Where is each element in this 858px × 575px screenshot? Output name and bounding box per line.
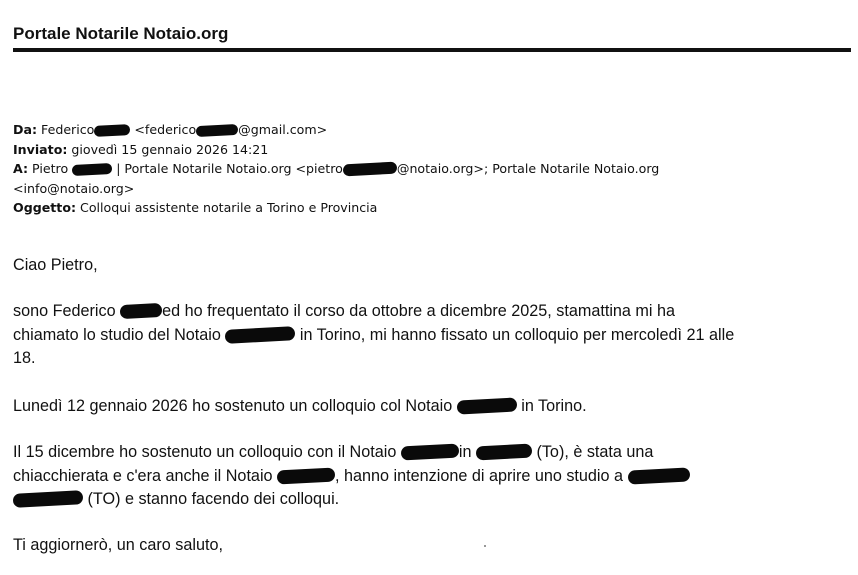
org-title: Portale Notarile Notaio.org	[13, 24, 229, 43]
redaction-mark	[94, 124, 131, 137]
redaction-mark	[401, 443, 460, 460]
p1-text-d: in Torino, mi hanno fissato un colloquio per mercoledì 21 alle	[299, 325, 735, 344]
p1-text-b: ed ho frequentato il corso da ottobre a dicembre 2025, stamattina mi ha	[162, 302, 676, 320]
p3-text-b: in	[458, 443, 472, 461]
to-name: Pietro	[32, 161, 69, 177]
to-line	[13, 159, 833, 179]
from-email-pre: <federico	[134, 122, 197, 137]
p3-text-f: (TO) e stanno facendo dei colloqui.	[87, 490, 340, 508]
p2-text-a: Lunedì 12 gennaio 2026 ho sostenuto un colloquio col Notaio	[13, 397, 453, 415]
p1-text-c: chiamato lo studio del Notaio	[13, 325, 221, 344]
from-line	[13, 120, 833, 140]
redaction-mark	[225, 326, 296, 344]
sent-label: Inviato:	[13, 141, 68, 157]
redaction-mark	[72, 163, 113, 176]
p3-text-a: Il 15 dicembre ho sostenuto un colloquio con il Notaio	[13, 443, 397, 461]
to-line-continued	[13, 179, 833, 199]
p2-text-b: in Torino.	[521, 397, 587, 415]
title-rule	[13, 48, 851, 52]
sent-value: giovedì 15 gennaio 2026 14:21	[71, 141, 269, 157]
to-post: @notaio.org>; Portale Notarile Notaio.org	[396, 161, 660, 177]
to-label: A:	[13, 161, 29, 177]
sent-line	[13, 140, 833, 160]
from-email-post: @gmail.com>	[238, 122, 328, 137]
redaction-mark	[627, 467, 690, 484]
closing: Ti aggiornerò, un caro saluto,	[13, 536, 223, 554]
redaction-mark	[13, 490, 84, 508]
p3-text-d: chiacchierata e c'era anche il Notaio	[13, 466, 273, 485]
p3-text-c: (To), è stata una	[536, 443, 654, 461]
from-label: Da:	[13, 122, 37, 137]
p3-text-e: , hanno intenzione di aprire uno studio a	[335, 466, 624, 485]
subject-value: Colloqui assistente notarile a Torino e Provincia	[80, 200, 378, 216]
scan-speck	[484, 545, 486, 547]
subject-line	[13, 198, 833, 218]
redaction-mark	[343, 162, 398, 177]
paragraph-3	[13, 441, 848, 512]
redaction-mark	[196, 124, 239, 137]
redaction-mark	[476, 444, 533, 461]
redaction-mark	[120, 303, 163, 319]
paragraph-1	[13, 300, 848, 371]
p1-text-a: sono Federico	[13, 302, 116, 320]
subject-label: Oggetto:	[13, 200, 77, 216]
from-name: Federico	[41, 122, 95, 137]
to-mid: | Portale Notarile Notaio.org <pietro	[116, 161, 343, 177]
email-header	[13, 120, 833, 218]
redaction-mark	[456, 397, 517, 414]
paragraph-2	[13, 395, 848, 419]
redaction-mark	[277, 467, 336, 484]
to-cont: <info@notaio.org>	[13, 180, 135, 196]
p1-text-e: 18.	[13, 349, 36, 367]
greeting: Ciao Pietro,	[13, 256, 98, 274]
